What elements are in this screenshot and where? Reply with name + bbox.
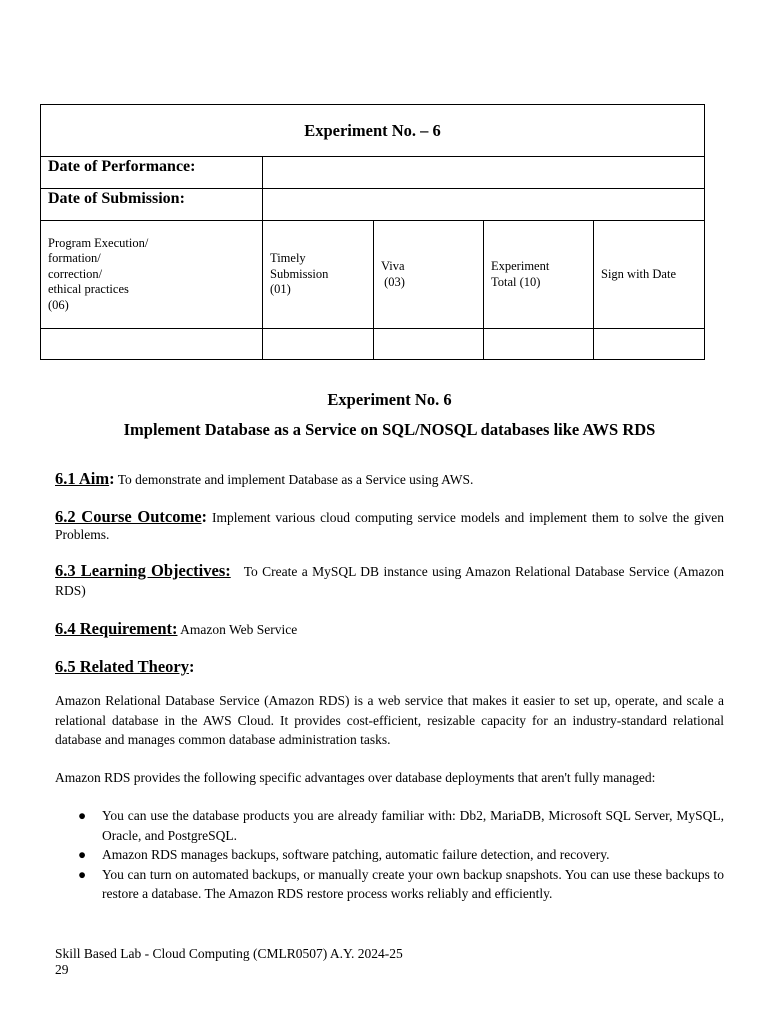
list-item [55, 865, 724, 904]
aim-text: To demonstrate and implement Database as a Service using AWS. [117, 472, 474, 487]
requirement-heading: 6.4 Requirement: [55, 619, 178, 638]
section-learning-objectives [55, 561, 724, 600]
list-item [55, 806, 724, 845]
marks-cell [484, 329, 594, 360]
marks-cell [41, 329, 263, 360]
list-item [55, 845, 724, 865]
assessment-table [40, 104, 705, 360]
bullet-icon: ● [78, 866, 87, 882]
criteria-viva: Viva (03) [374, 221, 484, 329]
learning-objectives-text: To Create a MySQL DB instance using Amazon Relational Database Service (Amazon RDS) [55, 564, 724, 598]
criteria-timely-submission: Timely Submission (01) [263, 221, 374, 329]
criteria-program-execution: Program Execution/ formation/ correction/ ethical practices (06) [41, 221, 263, 329]
date-of-performance-value [263, 157, 705, 189]
list-item-text: You can turn on automated backups, or manually create your own backup snapshots. You can use these backups to restore a database. The Amazon RDS restore process works reliably and efficiently. [102, 866, 724, 901]
footer-course: Skill Based Lab - Cloud Computing (CMLR0507) A.Y. 2024-25 [55, 946, 403, 961]
requirement-text: Amazon Web Service [180, 622, 298, 637]
table-title: Experiment No. – 6 [41, 105, 705, 157]
section-requirement [55, 619, 724, 639]
section-aim: 6.1 Aim: To demonstrate and implement Database as a Service using AWS. [55, 469, 474, 488]
page-number: 29 [55, 962, 69, 977]
course-outcome-heading: 6.2 Course Outcome [55, 507, 202, 526]
marks-cell [594, 329, 705, 360]
experiment-subtitle: Implement Database as a Service on SQL/NOSQL databases like AWS RDS [123, 420, 656, 439]
date-of-submission-label: Date of Submission: [41, 189, 263, 221]
list-item-text: Amazon RDS manages backups, software patching, automatic failure detection, and recovery. [102, 847, 610, 862]
bullet-icon: ● [78, 847, 87, 862]
learning-objectives-heading: 6.3 Learning Objectives: [55, 561, 231, 580]
criteria-experiment-total: Experiment Total (10) [484, 221, 594, 329]
experiment-title: Experiment No. 6 [327, 390, 452, 409]
aim-heading: 6.1 Aim [55, 469, 110, 488]
section-related-theory: 6.5 Related Theory: [55, 657, 195, 676]
theory-paragraph-1: Amazon Relational Database Service (Amazon RDS) is a web service that makes it easier to set up, operate, and scale a relational database in the AWS Cloud. It provides cost-efficient, resizable capacity for an industry-standard relational database and manages common database administration tasks. [55, 693, 724, 747]
section-course-outcome: 6.2 Course Outcome: Implement various cloud computing service models and implement them to solve the given Problems. [55, 507, 725, 542]
list-item-text: You can use the database products you are already familiar with: Db2, MariaDB, Microsoft SQL Server, MySQL, Oracle, and PostgreSQL. [102, 808, 724, 843]
marks-cell [374, 329, 484, 360]
related-theory-heading: 6.5 Related Theory [55, 657, 189, 676]
course-outcome-text: Implement various cloud computing service models and implement them to solve the given Problems. [55, 510, 725, 542]
page-footer [55, 946, 403, 978]
criteria-sign-with-date: Sign with Date [594, 221, 705, 329]
date-of-performance-label: Date of Performance: [41, 157, 263, 189]
date-of-submission-value [263, 189, 705, 221]
theory-paragraph-2: Amazon RDS provides the following specific advantages over database deployments that aren't fully managed: [55, 770, 656, 785]
bullet-icon: ● [78, 808, 87, 823]
marks-cell [263, 329, 374, 360]
advantages-list [55, 806, 724, 904]
